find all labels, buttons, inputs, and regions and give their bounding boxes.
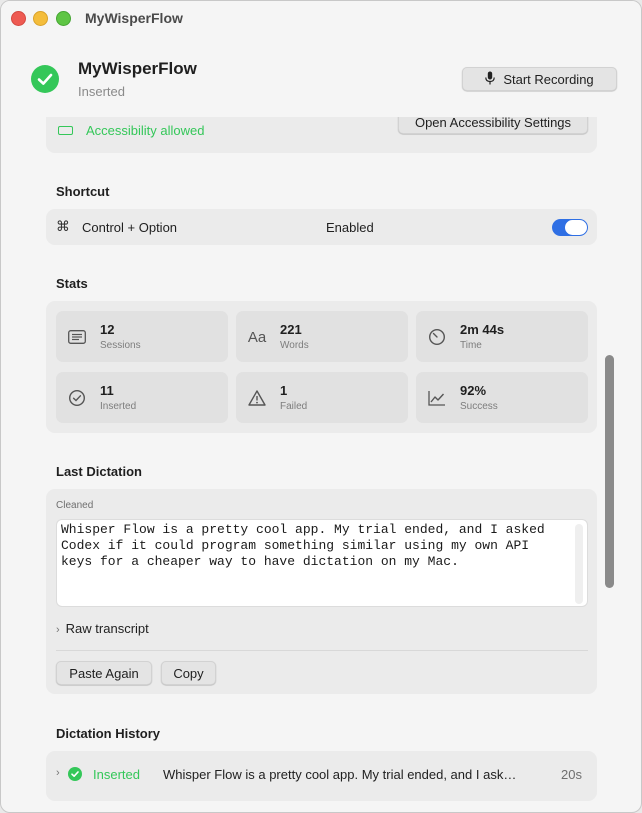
- raw-transcript-label: Raw transcript: [65, 621, 149, 636]
- chart-up-icon: [426, 388, 448, 408]
- paste-again-button[interactable]: Paste Again: [56, 661, 152, 685]
- cleaned-text-area[interactable]: [56, 519, 588, 607]
- main-scroll-area[interactable]: [1, 117, 641, 812]
- accessibility-status: Accessibility allowed: [86, 123, 205, 138]
- shortcut-toggle[interactable]: [552, 219, 588, 236]
- stats-section-title: Stats: [56, 276, 88, 291]
- zoom-window-button[interactable]: [56, 11, 71, 26]
- warning-icon: [246, 388, 268, 408]
- stat-label: Sessions: [100, 340, 141, 351]
- history-status: Inserted: [93, 767, 140, 782]
- stat-label: Words: [280, 340, 309, 351]
- title-bar: [1, 1, 641, 35]
- app-header: [1, 35, 641, 117]
- keyboard-icon: [58, 126, 73, 135]
- stat-success: [416, 372, 588, 423]
- toggle-knob: [565, 220, 587, 235]
- app-name: MyWisperFlow: [78, 59, 197, 78]
- text-area-scrollbar[interactable]: [575, 524, 583, 604]
- shortcut-keys: Control + Option: [82, 220, 178, 235]
- history-row[interactable]: [46, 751, 597, 801]
- stats-card: [46, 301, 597, 433]
- raw-transcript-disclosure[interactable]: [56, 621, 149, 636]
- dictation-history-section-title: Dictation History: [56, 726, 161, 741]
- stat-label: Time: [460, 340, 482, 351]
- cleaned-text: Whisper Flow is a pretty cool app. My trial ended, and I asked Codex if it could program something similar using my own API keys for a cheaper way to have dictation on my Mac.: [61, 522, 553, 569]
- stat-label: Inserted: [100, 401, 137, 412]
- timer-icon: [426, 327, 448, 347]
- history-time: 20s: [561, 767, 582, 782]
- cleaned-label: Cleaned: [56, 500, 94, 511]
- list-icon: [66, 327, 88, 347]
- check-circle-icon: [31, 65, 59, 93]
- last-dictation-card: [46, 489, 597, 694]
- check-circle-icon: [68, 767, 82, 781]
- stat-value: 92%: [460, 383, 487, 398]
- shortcut-card: [46, 209, 597, 245]
- app-status: Inserted: [78, 84, 125, 99]
- divider: [56, 650, 588, 651]
- stat-label: Failed: [280, 401, 308, 412]
- text-icon: Aa: [247, 328, 267, 346]
- command-icon: ⌘: [56, 218, 70, 234]
- stat-label: Success: [460, 401, 498, 412]
- stat-inserted: [56, 372, 228, 423]
- stat-time: [416, 311, 588, 362]
- open-accessibility-settings-button[interactable]: Open Accessibility Settings: [398, 117, 588, 134]
- copy-button[interactable]: Copy: [161, 661, 216, 685]
- start-recording-button[interactable]: [462, 67, 617, 91]
- minimize-window-button[interactable]: [33, 11, 48, 26]
- stat-value: 221: [280, 322, 302, 337]
- stat-value: 2m 44s: [460, 322, 505, 337]
- stat-failed: [236, 372, 408, 423]
- shortcut-section-title: Shortcut: [56, 184, 110, 199]
- start-recording-label: Start Recording: [503, 71, 594, 87]
- close-window-button[interactable]: [11, 11, 26, 26]
- stat-sessions: [56, 311, 228, 362]
- window-title: MyWisperFlow: [85, 10, 183, 26]
- history-text: Whisper Flow is a pretty cool app. My trial ended, and I ask…: [163, 767, 517, 782]
- last-dictation-section-title: Last Dictation: [56, 464, 142, 479]
- chevron-right-icon: ›: [56, 624, 60, 636]
- stat-value: 1: [280, 383, 288, 398]
- stat-value: 12: [100, 322, 115, 337]
- chevron-right-icon: ›: [56, 767, 60, 779]
- stat-words: [236, 311, 408, 362]
- main-scrollbar-thumb[interactable]: [605, 355, 614, 588]
- microphone-icon: [485, 71, 495, 88]
- shortcut-status: Enabled: [326, 220, 374, 235]
- stat-value: 11: [100, 383, 114, 398]
- accessibility-card: [46, 117, 597, 153]
- check-circle-icon: [66, 388, 88, 408]
